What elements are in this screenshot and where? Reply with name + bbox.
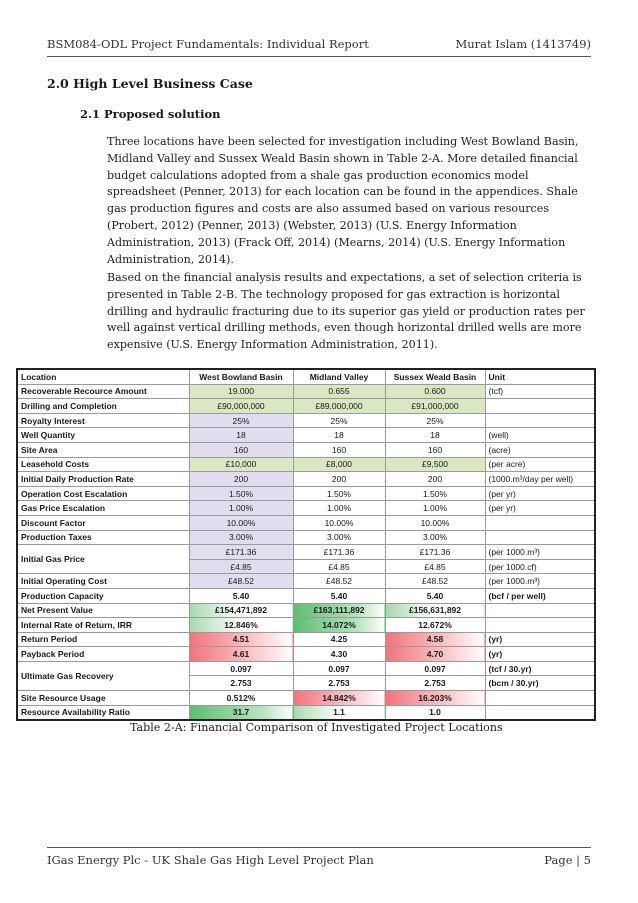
cell-value: £163,111,892 bbox=[293, 603, 385, 618]
cell-value: 1.0 bbox=[385, 705, 485, 720]
row-label: Gas Price Escalation bbox=[17, 501, 189, 516]
cell-value: £154,471,892 bbox=[189, 603, 293, 618]
cell-value: 25% bbox=[293, 413, 385, 428]
row-label: Operation Cost Escalation bbox=[17, 486, 189, 501]
table-row bbox=[17, 647, 595, 662]
cell-value: 1.1 bbox=[293, 705, 385, 720]
cell-value: 0.097 bbox=[385, 661, 485, 676]
cell-value: 31.7 bbox=[189, 705, 293, 720]
cell-value: 4.51 bbox=[189, 632, 293, 647]
cell-value: 18 bbox=[385, 428, 485, 443]
cell-value: 10.00% bbox=[385, 515, 485, 530]
cell-value: 5.40 bbox=[385, 588, 485, 603]
header-west-bowland: West Bowland Basin bbox=[189, 369, 293, 384]
cell-value: 1.50% bbox=[385, 486, 485, 501]
table-row bbox=[17, 588, 595, 603]
cell-value: 4.58 bbox=[385, 632, 485, 647]
cell-value: 5.40 bbox=[293, 588, 385, 603]
cell-value: 4.70 bbox=[385, 647, 485, 662]
cell-value: £90,000,000 bbox=[189, 399, 293, 414]
cell-value: £171.36 bbox=[189, 545, 293, 560]
cell-unit: (per 1000.cf) bbox=[485, 559, 595, 574]
cell-value: 16.203% bbox=[385, 691, 485, 706]
cell-value: 0.512% bbox=[189, 691, 293, 706]
row-label: Site Area bbox=[17, 442, 189, 457]
row-label: Resource Availability Ratio bbox=[17, 705, 189, 720]
table-row bbox=[17, 545, 595, 560]
cell-unit: (acre) bbox=[485, 442, 595, 457]
table-row bbox=[17, 413, 595, 428]
table-row bbox=[17, 603, 595, 618]
subsection-title: 2.1 Proposed solution bbox=[80, 107, 221, 121]
row-label: Return Period bbox=[17, 632, 189, 647]
table-row bbox=[17, 501, 595, 516]
table-row bbox=[17, 705, 595, 720]
cell-unit: (yr) bbox=[485, 632, 595, 647]
cell-unit bbox=[485, 530, 595, 545]
cell-unit: (per 1000.m³) bbox=[485, 545, 595, 560]
cell-value: £4.85 bbox=[385, 559, 485, 574]
cell-value: 0.097 bbox=[293, 661, 385, 676]
cell-value: £4.85 bbox=[293, 559, 385, 574]
cell-value: £48.52 bbox=[189, 574, 293, 589]
cell-value: 0.655 bbox=[293, 384, 385, 399]
row-label: Ultimate Gas Recovery bbox=[17, 661, 189, 690]
cell-value: 4.61 bbox=[189, 647, 293, 662]
header-author: Murat Islam (1413749) bbox=[455, 37, 591, 51]
cell-unit bbox=[485, 691, 595, 706]
table-header-row bbox=[17, 369, 595, 384]
cell-value: 12.846% bbox=[189, 618, 293, 633]
cell-value: 200 bbox=[293, 472, 385, 487]
cell-value: 0.600 bbox=[385, 384, 485, 399]
page-header bbox=[47, 37, 591, 51]
cell-value: 200 bbox=[189, 472, 293, 487]
cell-unit: (per yr) bbox=[485, 486, 595, 501]
cell-value: 25% bbox=[385, 413, 485, 428]
cell-unit: (yr) bbox=[485, 647, 595, 662]
header-location: Location bbox=[17, 369, 189, 384]
cell-unit bbox=[485, 515, 595, 530]
cell-value: £171.36 bbox=[293, 545, 385, 560]
cell-value: 0.097 bbox=[189, 661, 293, 676]
cell-unit bbox=[485, 618, 595, 633]
row-label: Recoverable Recource Amount bbox=[17, 384, 189, 399]
cell-unit bbox=[485, 603, 595, 618]
table-row bbox=[17, 530, 595, 545]
cell-value: 4.30 bbox=[293, 647, 385, 662]
cell-unit: (tcf / 30.yr) bbox=[485, 661, 595, 676]
paragraph-locations: Three locations have been selected for investigation including West Bowland Basin, Midland Valley and Sussex Weald Basin shown in Table 2-A. More detailed financial budget calculations adopted from a shale gas production economics model spreadsheet (Penner, 2013) for each location can be found in the appendices. Shale gas production figures and costs are also assumed based on various resources (Probert, 2012) (Penner, 2013) (Webster, 2013) (U.S. Energy Information Administration, 2013) (Frack Off, 2014) (Mearns, 2014) (U.S. Energy Information Administration, 2014). bbox=[107, 135, 579, 266]
row-label: Leasehold Costs bbox=[17, 457, 189, 472]
cell-value: 200 bbox=[385, 472, 485, 487]
cell-value: £91,000,000 bbox=[385, 399, 485, 414]
table-row bbox=[17, 399, 595, 414]
table-row bbox=[17, 691, 595, 706]
footer-document-title: IGas Energy Plc - UK Shale Gas High Level Project Plan bbox=[47, 853, 374, 867]
table-row bbox=[17, 618, 595, 633]
row-label: Drilling and Completion bbox=[17, 399, 189, 414]
cell-value: 2.753 bbox=[385, 676, 485, 691]
row-label: Initial Operating Cost bbox=[17, 574, 189, 589]
cell-value: 12.672% bbox=[385, 618, 485, 633]
cell-value: 160 bbox=[189, 442, 293, 457]
row-label: Payback Period bbox=[17, 647, 189, 662]
cell-value: 3.00% bbox=[293, 530, 385, 545]
cell-value: £171.36 bbox=[385, 545, 485, 560]
cell-value: £4.85 bbox=[189, 559, 293, 574]
row-label: Discount Factor bbox=[17, 515, 189, 530]
cell-value: 19.000 bbox=[189, 384, 293, 399]
cell-value: £156,631,892 bbox=[385, 603, 485, 618]
cell-value: 5.40 bbox=[189, 588, 293, 603]
table-row bbox=[17, 457, 595, 472]
cell-value: 14.072% bbox=[293, 618, 385, 633]
cell-value: 1.00% bbox=[385, 501, 485, 516]
footer-page-number: Page | 5 bbox=[544, 853, 591, 867]
row-label: Site Resource Usage bbox=[17, 691, 189, 706]
cell-value: 10.00% bbox=[189, 515, 293, 530]
row-label: Production Capacity bbox=[17, 588, 189, 603]
table-row bbox=[17, 486, 595, 501]
cell-unit: (bcm / 30.yr) bbox=[485, 676, 595, 691]
cell-value: 14.842% bbox=[293, 691, 385, 706]
row-label: Production Taxes bbox=[17, 530, 189, 545]
cell-unit: (per yr) bbox=[485, 501, 595, 516]
cell-unit: (1000.m³/day per well) bbox=[485, 472, 595, 487]
cell-value: 2.753 bbox=[293, 676, 385, 691]
cell-value: 1.00% bbox=[189, 501, 293, 516]
cell-unit: (bcf / per well) bbox=[485, 588, 595, 603]
cell-value: 1.00% bbox=[293, 501, 385, 516]
table-row bbox=[17, 384, 595, 399]
table-row bbox=[17, 515, 595, 530]
table-row bbox=[17, 661, 595, 676]
cell-value: £48.52 bbox=[293, 574, 385, 589]
cell-value: 160 bbox=[385, 442, 485, 457]
table-row bbox=[17, 472, 595, 487]
paragraph-selection-criteria: Based on the financial analysis results and expectations, a set of selection criteria is presented in Table 2-B. The technology proposed for gas extraction is horizontal drilling and hydraulic fracturing due to its superior gas yield or production rates per well against vertical drilling methods, even though horizontal drilled wells are more expensive (U.S. Energy Information Administration, 2011). bbox=[107, 271, 585, 352]
cell-value: 25% bbox=[189, 413, 293, 428]
cell-value: £10,000 bbox=[189, 457, 293, 472]
header-sussex-weald: Sussex Weald Basin bbox=[385, 369, 485, 384]
cell-value: 3.00% bbox=[189, 530, 293, 545]
cell-value: £48.52 bbox=[385, 574, 485, 589]
table-row bbox=[17, 632, 595, 647]
row-label: Initial Gas Price bbox=[17, 545, 189, 574]
cell-unit: (per acre) bbox=[485, 457, 595, 472]
financial-comparison-table bbox=[16, 368, 596, 721]
cell-value: 10.00% bbox=[293, 515, 385, 530]
cell-value: 18 bbox=[189, 428, 293, 443]
header-divider bbox=[47, 56, 591, 57]
row-label: Net Present Value bbox=[17, 603, 189, 618]
page-footer bbox=[47, 853, 591, 867]
cell-value: 1.50% bbox=[189, 486, 293, 501]
cell-unit: (well) bbox=[485, 428, 595, 443]
table-caption: Table 2-A: Financial Comparison of Investigated Project Locations bbox=[130, 721, 503, 734]
cell-value: 4.25 bbox=[293, 632, 385, 647]
section-title: 2.0 High Level Business Case bbox=[47, 76, 253, 91]
cell-unit: (per 1000.m³) bbox=[485, 574, 595, 589]
footer-divider bbox=[47, 847, 591, 848]
row-label: Internal Rate of Return, IRR bbox=[17, 618, 189, 633]
row-label: Well Quantity bbox=[17, 428, 189, 443]
cell-value: 18 bbox=[293, 428, 385, 443]
row-label: Initial Daily Production Rate bbox=[17, 472, 189, 487]
header-midland-valley: Midland Valley bbox=[293, 369, 385, 384]
row-label: Royalty Interest bbox=[17, 413, 189, 428]
cell-value: 1.50% bbox=[293, 486, 385, 501]
header-report-title: BSM084-ODL Project Fundamentals: Individual Report bbox=[47, 37, 369, 51]
table-row bbox=[17, 428, 595, 443]
cell-value: £8,000 bbox=[293, 457, 385, 472]
cell-value: £9,500 bbox=[385, 457, 485, 472]
table-row bbox=[17, 442, 595, 457]
cell-unit bbox=[485, 705, 595, 720]
financial-comparison-table-container bbox=[16, 368, 594, 721]
cell-unit bbox=[485, 413, 595, 428]
cell-value: 160 bbox=[293, 442, 385, 457]
table-row bbox=[17, 574, 595, 589]
cell-value: £89,000,000 bbox=[293, 399, 385, 414]
cell-unit bbox=[485, 399, 595, 414]
header-unit: Unit bbox=[485, 369, 595, 384]
cell-value: 3.00% bbox=[385, 530, 485, 545]
cell-unit: (tcf) bbox=[485, 384, 595, 399]
cell-value: 2.753 bbox=[189, 676, 293, 691]
